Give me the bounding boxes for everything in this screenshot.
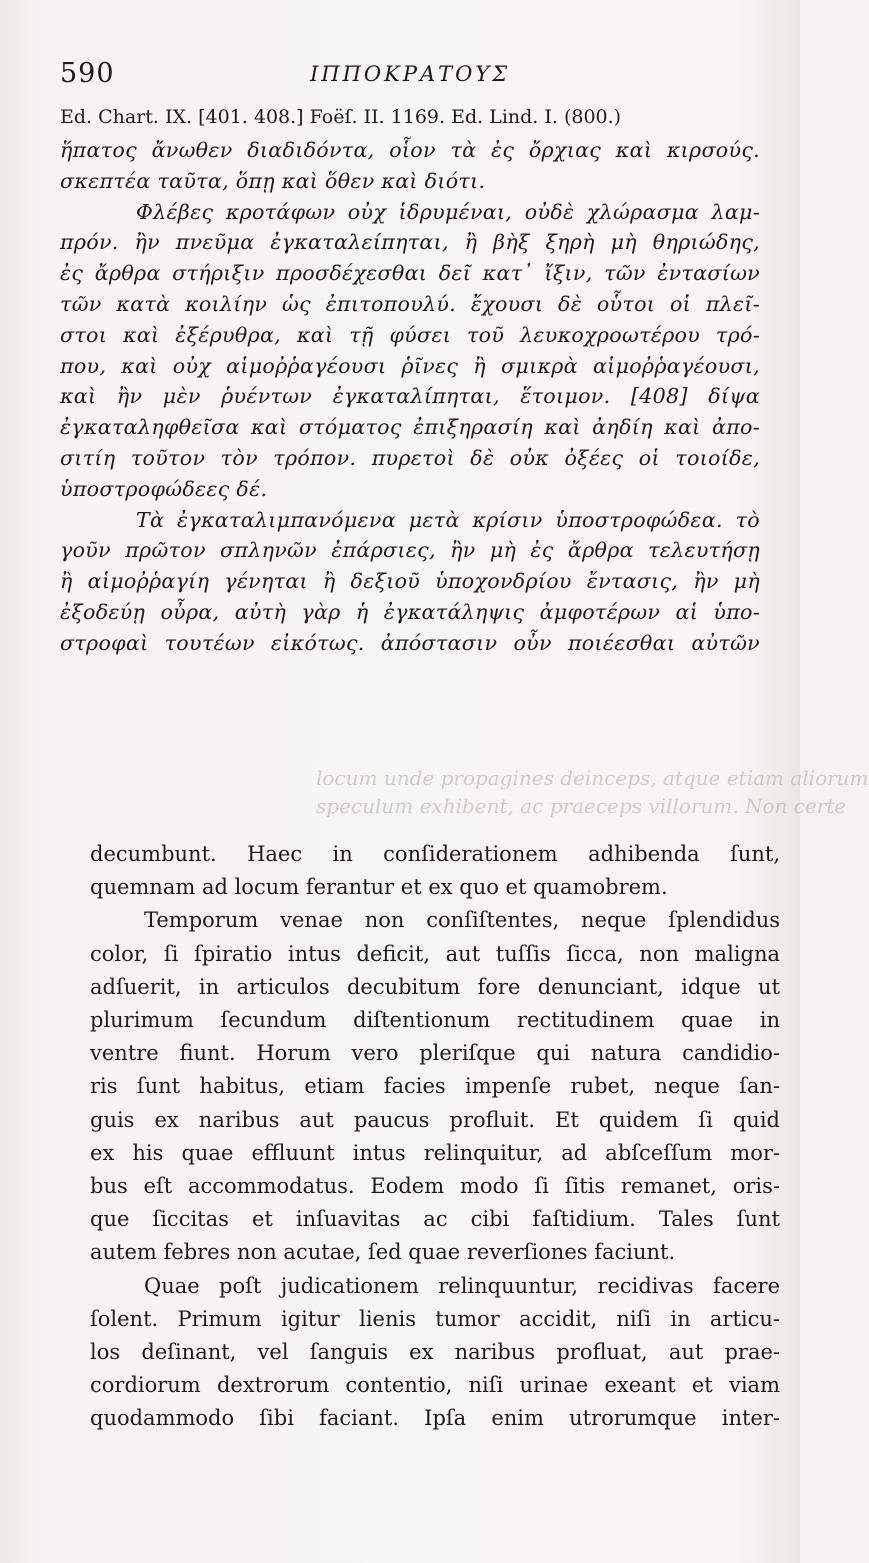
- greek-line: σκεπτέα ταῦτα, ὅπῃ καὶ ὅθεν καὶ διότι.: [60, 168, 486, 193]
- greek-line: ὑποστροφώδεες δέ.: [60, 476, 268, 501]
- latin-line: guis ex naribus aut paucus profluit. Et quidem ſi quid: [90, 1107, 780, 1132]
- greek-line: ἢ αἱμοῤῥαγίη γένηται ἢ δεξιοῦ ὑποχονδρίου ἔντασις, ἢν μὴ: [60, 569, 760, 594]
- latin-line: autem febres non acutae, ſed quae reverſiones faciunt.: [90, 1240, 676, 1265]
- greek-line: που, καὶ οὐχ αἱμοῤῥαγέουσι ῥῖνες ἢ σμικρὰ αἱμοῤῥαγέουσι,: [60, 353, 760, 378]
- page-header: [60, 58, 760, 94]
- greek-line: καὶ ἢν μὲν ῥυέντων ἐγκαταλίπηται, ἕτοιμον. [408] δίψα: [60, 384, 760, 409]
- latin-line: color, ſi ſpiratio intus deficit, aut tuſſis ſicca, non maligna: [90, 941, 780, 966]
- latin-line: ſolent. Primum igitur lienis tumor accidit, niſi in articu-: [90, 1306, 780, 1331]
- latin-line: que ſiccitas et inſuavitas ac cibi faſtidium. Tales ſunt: [90, 1207, 780, 1232]
- greek-line: Φλέβες κροτάφων οὐχ ἱδρυμέναι, οὐδὲ χλώρασμα λαμ-: [136, 199, 760, 224]
- latin-line: bus eſt accommodatus. Eodem modo ſi ſitis remanet, oris-: [90, 1174, 780, 1199]
- latin-line: decumbunt. Haec in conſiderationem adhibenda ſunt,: [90, 842, 780, 866]
- page-number: 590: [60, 58, 115, 89]
- greek-line: ἐς ἄρθρα στήριξιν προσδέχεσθαι δεῖ κατ᾽ ἴξιν, τῶν ἐντασίων: [60, 261, 760, 286]
- edition-references: Ed. Chart. IX. [401. 408.] Foëſ. II. 1169. Ed. Lind. I. (800.): [60, 106, 622, 128]
- greek-line: τῶν κατὰ κοιλίην ὡς ἐπιτοπουλύ. ἔχουσι δὲ οὗτοι οἱ πλεῖ-: [60, 291, 760, 316]
- latin-line: plurimum ſecundum diſtentionum rectitudinem quae in: [90, 1008, 780, 1033]
- latin-line: los deſinant, vel ſanguis ex naribus profluat, aut prae-: [90, 1340, 780, 1365]
- latin-line: ventre fiunt. Horum vero pleriſque qui natura candidio-: [90, 1041, 780, 1066]
- latin-line: quemnam ad locum ferantur et ex quo et quamobrem.: [90, 875, 668, 900]
- greek-line: ἥπατος ἄνωθεν διαδιδόντα, οἷον τὰ ἐς ὄρχιας καὶ κιρσούς.: [60, 138, 760, 162]
- greek-line: σιτίη τοῦτον τὸν τρόπον. πυρετοὶ δὲ οὐκ ὀξέες οἱ τοιοίδε,: [60, 445, 760, 470]
- greek-line: ἐγκαταληφθεῖσα καὶ στόματος ἐπιξηρασίη καὶ ἀηδίη καὶ ἀπο-: [60, 415, 760, 440]
- greek-line: γοῦν πρῶτον σπληνῶν ἐπάρσιες, ἢν μὴ ἐς ἄρθρα τελευτήσῃ: [60, 538, 760, 563]
- latin-line: adſuerit, in articulos decubitum fore denunciant, idque ut: [90, 974, 780, 999]
- greek-text-block: [60, 135, 760, 659]
- latin-line: Temporum venae non conſiſtentes, neque ſplendidus: [144, 908, 780, 933]
- greek-line: Τὰ ἐγκαταλιμπανόμενα μετὰ κρίσιν ὑποστροφώδεα. τὸ: [136, 507, 760, 532]
- running-title: ΙΠΠΟΚΡΑΤΟΥΣ: [310, 62, 511, 86]
- greek-line: στροφαὶ τουτέων εἰκότως. ἀπόστασιν οὖν ποιέεσθαι αὐτῶν: [60, 630, 760, 655]
- latin-line: ex his quae effluunt intus relinquitur, ad abſceſſum mor-: [90, 1140, 780, 1165]
- greek-line: στοι καὶ ἐξέρυθρα, καὶ τῇ φύσει τοῦ λευκοχροωτέρου τρό-: [60, 322, 760, 347]
- latin-line: cordiorum dextrorum contentio, niſi urinae exeant et viam: [90, 1373, 780, 1398]
- greek-line: ἐξοδεύῃ οὖρα, αὐτὴ γὰρ ἡ ἐγκατάληψις ἀμφοτέρων αἱ ὑπο-: [60, 599, 760, 624]
- latin-line: quodammodo ſibi faciant. Ipſa enim utrorumque inter-: [90, 1406, 780, 1431]
- latin-line: Quae poſt judicationem relinquuntur, recidivas facere: [144, 1273, 780, 1298]
- show-through-text: locum unde propagines deinceps, atque etiam aliorum speculum exhibent, ac praeceps villorum. Non certe: [316, 766, 869, 818]
- latin-translation-block: [90, 838, 780, 1436]
- latin-line: ris ſunt habitus, etiam facies impenſe rubet, neque ſan-: [90, 1074, 780, 1099]
- greek-line: πρόν. ἢν πνεῦμα ἐγκαταλείπηται, ἢ βὴξ ξηρὴ μὴ θηριώδης,: [60, 230, 760, 255]
